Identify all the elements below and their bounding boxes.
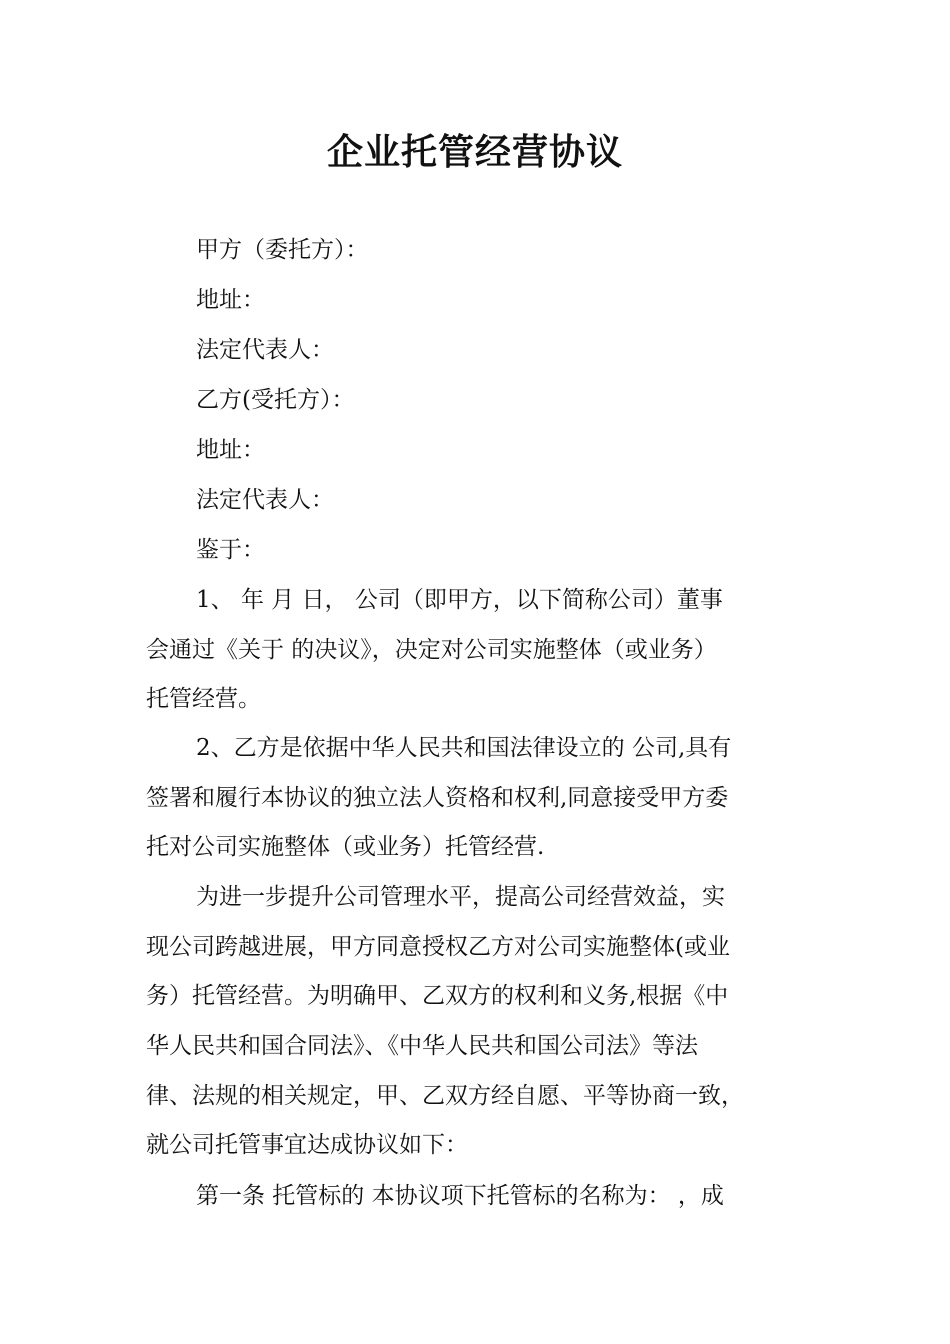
preamble-line: 为进一步提升公司管理水平，提高公司经营效益，实 xyxy=(196,884,725,910)
article-1-line: 第一条 托管标的 本协议项下托管标的名称为： ，成 xyxy=(196,1183,724,1209)
preamble-line: 华人民共和国合同法》、《中华人民共和国公司法》等法 xyxy=(146,1033,698,1060)
clause-1-paragraph xyxy=(146,576,800,725)
clause-2-line: 签署和履行本协议的独立法人资格和权利,同意接受甲方委 xyxy=(146,784,729,811)
party-a-address-label: 地址： xyxy=(196,287,265,313)
party-b-label: 乙方(受托方）： xyxy=(196,387,355,413)
preamble-line: 现公司跨越进展，甲方同意授权乙方对公司实施整体(或业 xyxy=(146,933,730,960)
document-title: 企业托管经营协议 xyxy=(326,131,623,173)
article-1-paragraph xyxy=(146,1172,800,1222)
clause-2-paragraph xyxy=(146,724,800,873)
clause-1-line: 会通过《关于 的决议》，决定对公司实施整体（或业务） xyxy=(146,636,717,663)
party-a-representative-label: 法定代表人： xyxy=(196,337,334,363)
party-a-label: 甲方（委托方）： xyxy=(196,237,369,263)
clause-2-line: 2、乙方是依据中华人民共和国法律设立的 公司,具有 xyxy=(196,735,732,761)
whereas-label: 鉴于： xyxy=(196,537,265,563)
clause-2-line: 托对公司实施整体（或业务）托管经营. xyxy=(146,834,545,861)
preamble-line: 务）托管经营。为明确甲、乙双方的权利和义务,根据《中 xyxy=(146,983,729,1010)
clause-1-line: 1、 年 月 日， 公司（即甲方，以下简称公司）董事 xyxy=(196,587,723,613)
party-b-representative-label: 法定代表人： xyxy=(196,487,334,513)
clause-1-line: 托管经营。 xyxy=(146,686,261,713)
preamble-line: 就公司托管事宜达成协议如下： xyxy=(146,1132,468,1159)
party-b-address-label: 地址： xyxy=(196,437,265,463)
preamble-line: 律、法规的相关规定，甲、乙双方经自愿、平等协商一致， xyxy=(146,1082,744,1109)
preamble-paragraph xyxy=(146,873,800,1171)
